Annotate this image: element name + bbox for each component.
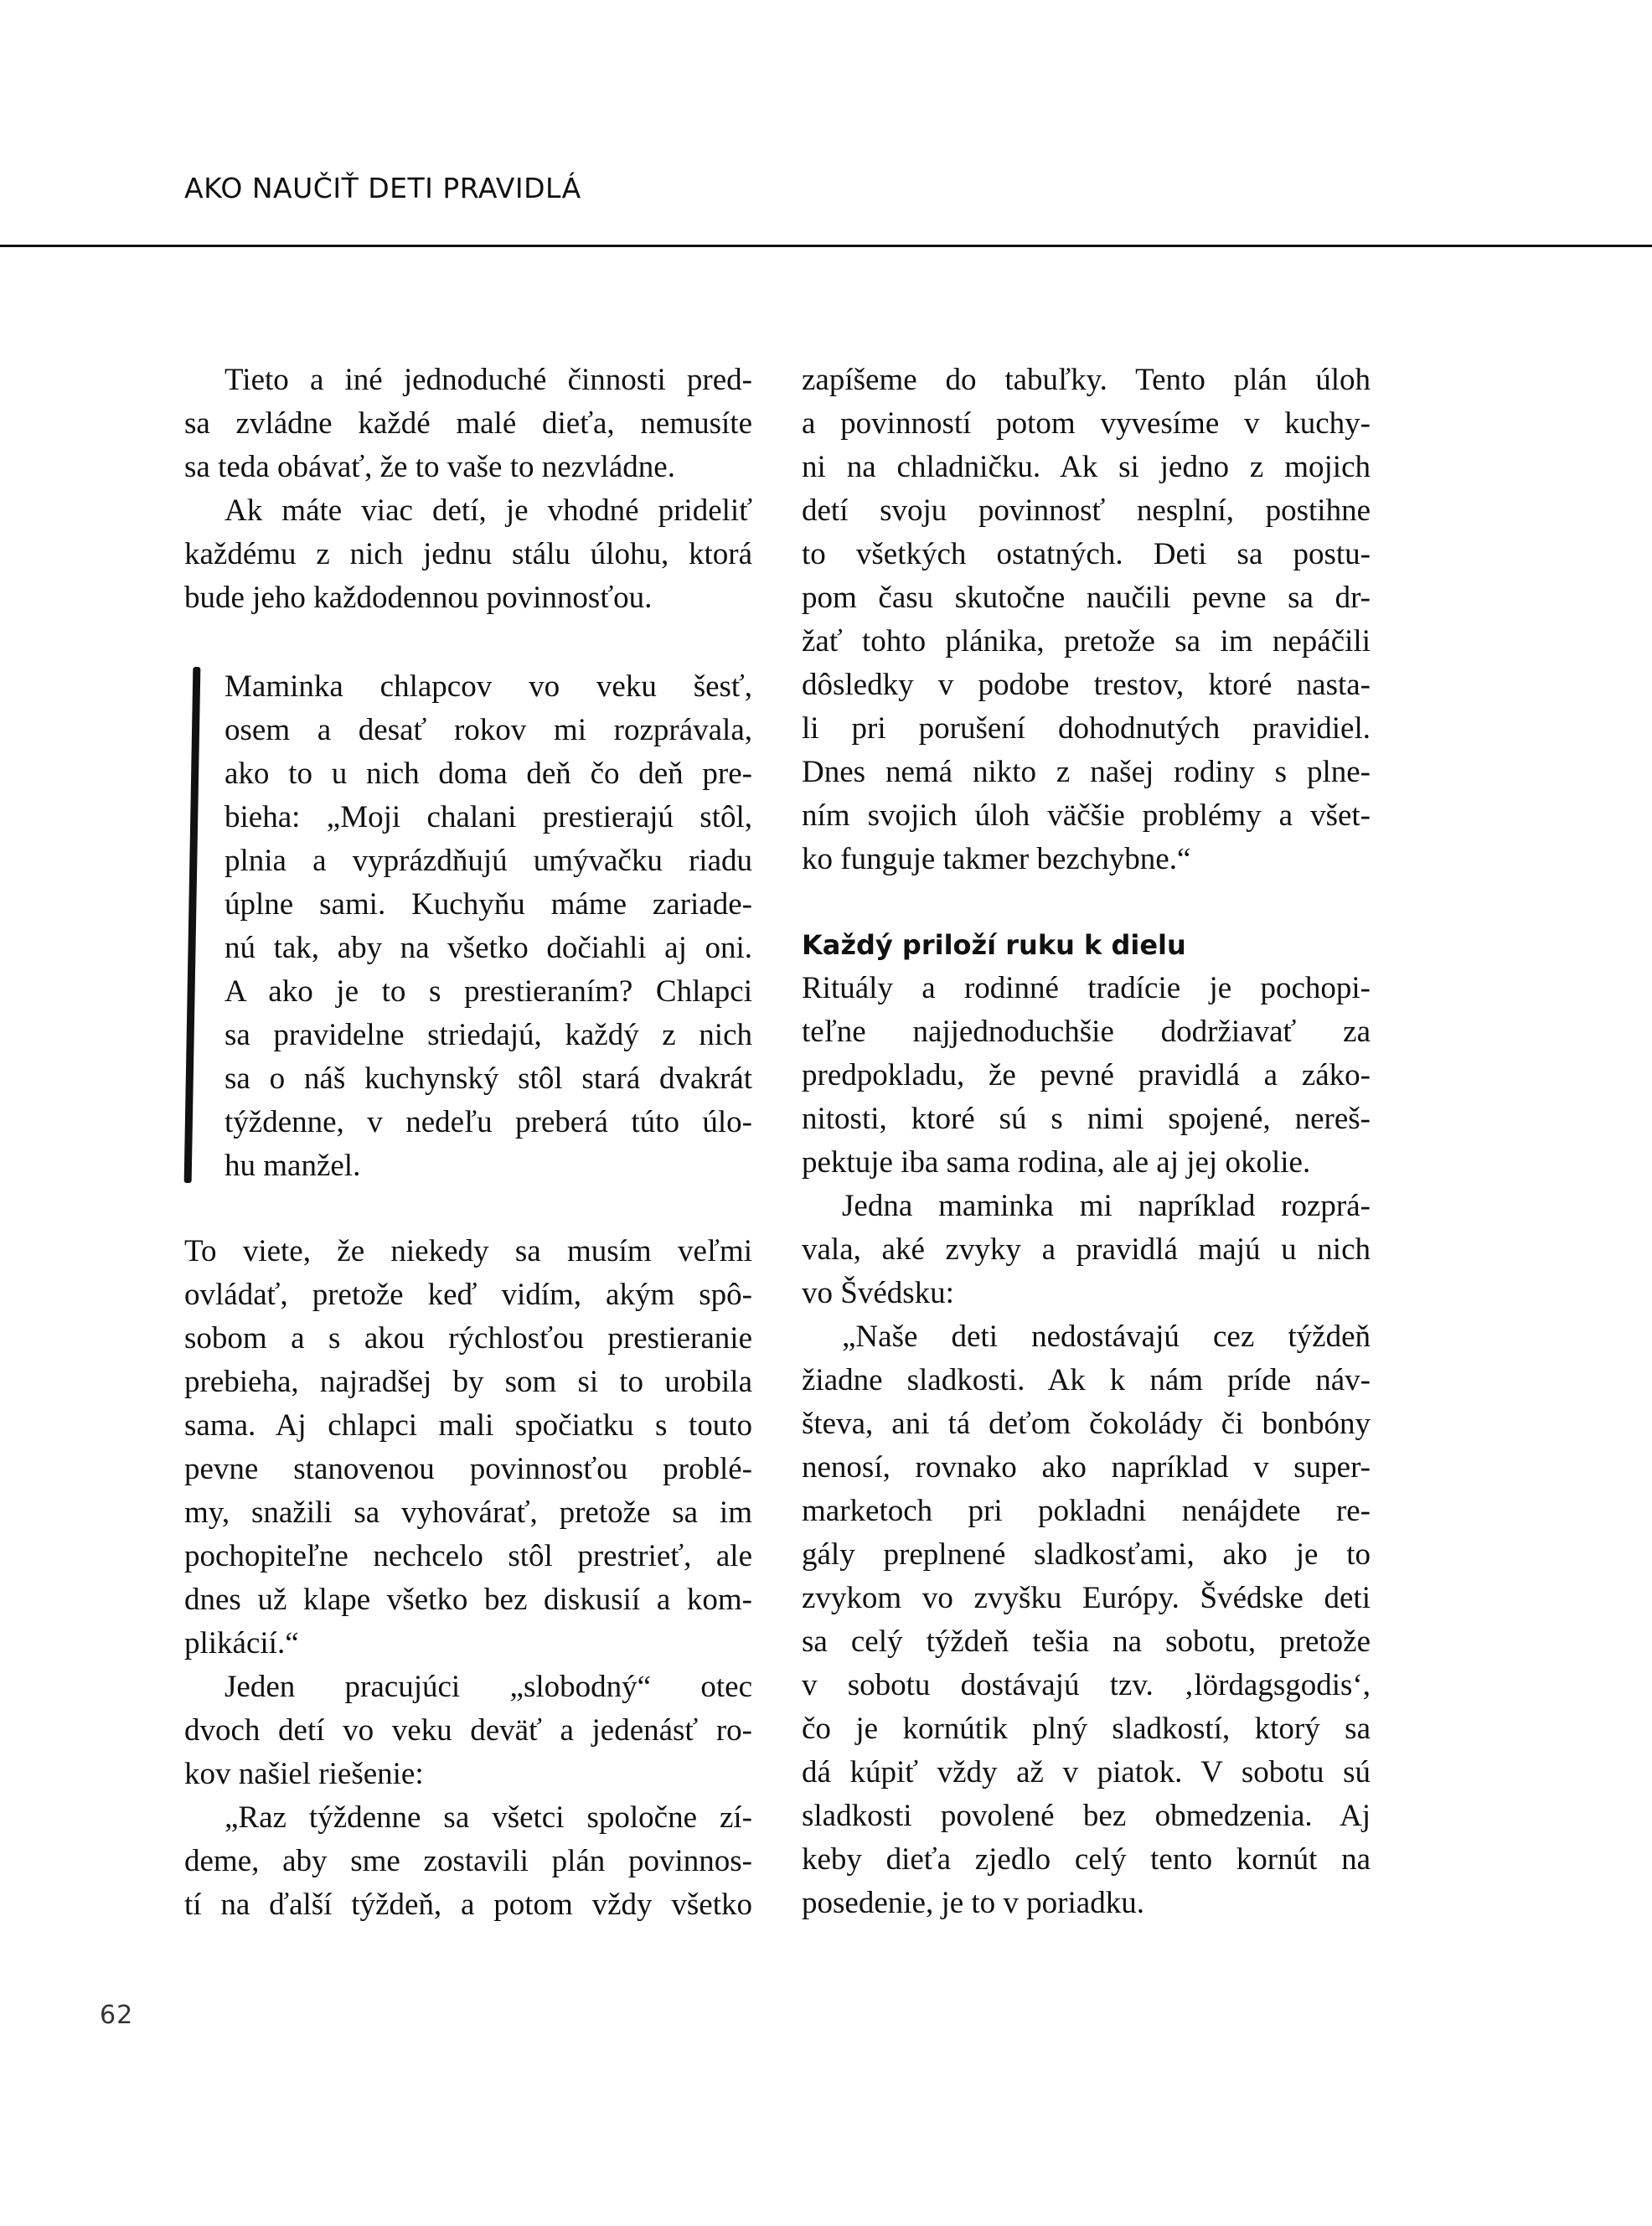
text-line: sama. Aj chlapci mali spočiatku s touto — [184, 1408, 752, 1443]
text-line: sa teda obávať, že to vaše to nezvládne. — [184, 450, 675, 484]
text-line: kov našiel riešenie: — [184, 1757, 424, 1791]
text-line: gály preplnené sladkosťami, ako je to — [802, 1537, 1371, 1572]
text-line: každému z nich jednu stálu úlohu, ktorá — [184, 537, 752, 571]
running-header-title: AKO NAUČIŤ DETI PRAVIDLÁ — [184, 172, 581, 204]
block-quote — [225, 665, 752, 1188]
text-line: ako to u nich doma deň čo deň pre- — [225, 757, 752, 791]
text-line: Dnes nemá nikto z našej rodiny s plne- — [802, 755, 1371, 789]
text-line: števa, ani tá deťom čokolády či bonbóny — [802, 1407, 1371, 1441]
text-line: sladkosti povolené bez obmedzenia. Aj — [802, 1799, 1371, 1833]
text-line: pektuje iba sama rodina, ale aj jej okolie. — [802, 1145, 1311, 1180]
right-column-section — [802, 923, 1371, 1925]
text-line: Ak máte viac detí, je vhodné prideliť — [225, 493, 752, 528]
text-line: Jeden pracujúci „slobodný“ otec — [225, 1670, 752, 1704]
header-rule — [0, 245, 1652, 247]
text-line: To viete, že niekedy sa musím veľmi — [184, 1234, 752, 1268]
paragraph — [184, 1230, 752, 1666]
text-line: ovládať, pretože keď vidím, akým spô- — [184, 1278, 752, 1312]
text-line: sa pravidelne striedajú, každý z nich — [225, 1018, 752, 1052]
text-line: ni na chladničku. Ak si jedno z mojich — [802, 450, 1371, 484]
quote-bar — [184, 667, 201, 1183]
text-line: nú tak, aby na všetko dočiahli aj oni. — [225, 931, 752, 965]
text-line: úplne sami. Kuchyňu máme zariade- — [225, 887, 752, 922]
text-line: deme, aby sme zostavili plán povinnos- — [184, 1844, 752, 1878]
paragraph — [184, 489, 752, 620]
text-line: Jedna maminka mi napríklad rozprá- — [842, 1189, 1371, 1223]
text-line: týždenne, v nedeľu preberá túto úlo- — [225, 1105, 752, 1139]
text-line: „Raz týždenne sa všetci spoločne zí- — [225, 1800, 752, 1835]
text-line: sa celý týždeň tešia na sobotu, pretože — [802, 1624, 1371, 1659]
paragraph — [184, 359, 752, 489]
paragraph — [802, 967, 1371, 1185]
text-line: nitosti, ktoré sú s nimi spojené, nereš- — [802, 1102, 1371, 1136]
text-line: my, snažili sa vyhovárať, pretože sa im — [184, 1495, 752, 1530]
right-column-top — [802, 359, 1371, 881]
text-line: predpokladu, že pevné pravidlá a záko- — [802, 1058, 1371, 1092]
text-line: keby dieťa zjedlo celý tento kornút na — [802, 1842, 1371, 1877]
text-line: žať tohto plánika, pretože sa im nepáčili — [802, 624, 1371, 659]
text-line: tí na ďalší týždeň, a potom vždy všetko — [184, 1888, 752, 1922]
text-line: „Naše deti nedostávajú cez týždeň — [842, 1320, 1371, 1354]
text-line: Rituály a rodinné tradície je pochopi- — [802, 971, 1371, 1005]
text-line: osem a desať rokov mi rozprávala, — [225, 713, 752, 747]
text-line: Maminka chlapcov vo veku šesť, — [225, 669, 752, 704]
text-line: pevne stanovenou povinnosťou problé- — [184, 1452, 752, 1486]
text-line: Tieto a iné jednoduché činnosti pred- — [225, 363, 752, 397]
text-line: posedenie, je to v poriadku. — [802, 1886, 1144, 1920]
paragraph — [802, 1315, 1371, 1925]
text-line: li pri porušení dohodnutých pravidiel. — [802, 711, 1371, 746]
text-line: žiadne sladkosti. Ak k nám príde náv- — [802, 1363, 1371, 1397]
text-line: detí svoju povinnosť nesplní, postihne — [802, 493, 1371, 528]
page-number: 62 — [100, 2001, 134, 2030]
paragraph — [802, 359, 1371, 881]
text-line: ním svojich úloh väčšie problémy a všet- — [802, 798, 1371, 833]
text-line: nenosí, rovnako ako napríklad v super- — [802, 1450, 1371, 1485]
text-line: plikácií.“ — [184, 1626, 299, 1660]
text-line: čo je kornútik plný sladkostí, ktorý sa — [802, 1712, 1371, 1746]
text-line: pom času skutočne naučili pevne sa dr- — [802, 581, 1371, 615]
text-line: ko funguje takmer bezchybne.“ — [802, 842, 1191, 876]
text-line: a povinností potom vyvesíme v kuchy- — [802, 406, 1371, 441]
text-line: teľne najjednoduchšie dodržiavať za — [802, 1015, 1371, 1049]
text-line: A ako je to s prestieraním? Chlapci — [225, 974, 752, 1009]
text-line: sa o náš kuchynský stôl stará dvakrát — [225, 1061, 752, 1096]
paragraph — [225, 665, 752, 1188]
text-line: bude jeho každodennou povinnosťou. — [184, 581, 653, 615]
text-line: marketoch pri pokladni nenájdete re- — [802, 1494, 1371, 1528]
text-line: zvykom vo zvyšku Európy. Švédske deti — [802, 1581, 1371, 1615]
text-line: bieha: „Moji chalani prestierajú stôl, — [225, 800, 752, 834]
paragraph — [802, 1185, 1371, 1315]
text-line: v sobotu dostávajú tzv. ‚lördagsgodis‘, — [802, 1668, 1371, 1702]
text-line: vala, aké zvyky a pravidlá majú u nich — [802, 1232, 1371, 1267]
text-line: dá kúpiť vždy až v piatok. V sobotu sú — [802, 1755, 1371, 1790]
text-line: dvoch detí vo veku deväť a jedenásť ro- — [184, 1713, 752, 1748]
text-line: to všetkých ostatných. Deti sa postu- — [802, 537, 1371, 571]
section-body — [802, 967, 1371, 1925]
left-column-top — [184, 359, 752, 620]
left-column-bottom — [184, 1230, 752, 1927]
paragraph — [184, 1666, 752, 1796]
section-heading: Každý priloží ruku k dielu — [802, 929, 1186, 961]
text-line: sobom a s akou rýchlosťou prestieranie — [184, 1321, 752, 1356]
paragraph — [184, 1796, 752, 1927]
text-line: prebieha, najradšej by som si to urobila — [184, 1365, 752, 1399]
text-line: zapíšeme do tabuľky. Tento plán úloh — [802, 363, 1371, 397]
text-line: plnia a vyprázdňujú umývačku riadu — [225, 844, 752, 878]
text-line: dnes už klape všetko bez diskusií a kom- — [184, 1583, 752, 1617]
text-line: vo Švédsku: — [802, 1276, 954, 1310]
text-line: sa zvládne každé malé dieťa, nemusíte — [184, 406, 752, 441]
text-line: pochopiteľne nechcelo stôl prestrieť, ale — [184, 1539, 752, 1573]
text-line: hu manžel. — [225, 1149, 361, 1183]
text-line: dôsledky v podobe trestov, ktoré nasta- — [802, 668, 1371, 702]
